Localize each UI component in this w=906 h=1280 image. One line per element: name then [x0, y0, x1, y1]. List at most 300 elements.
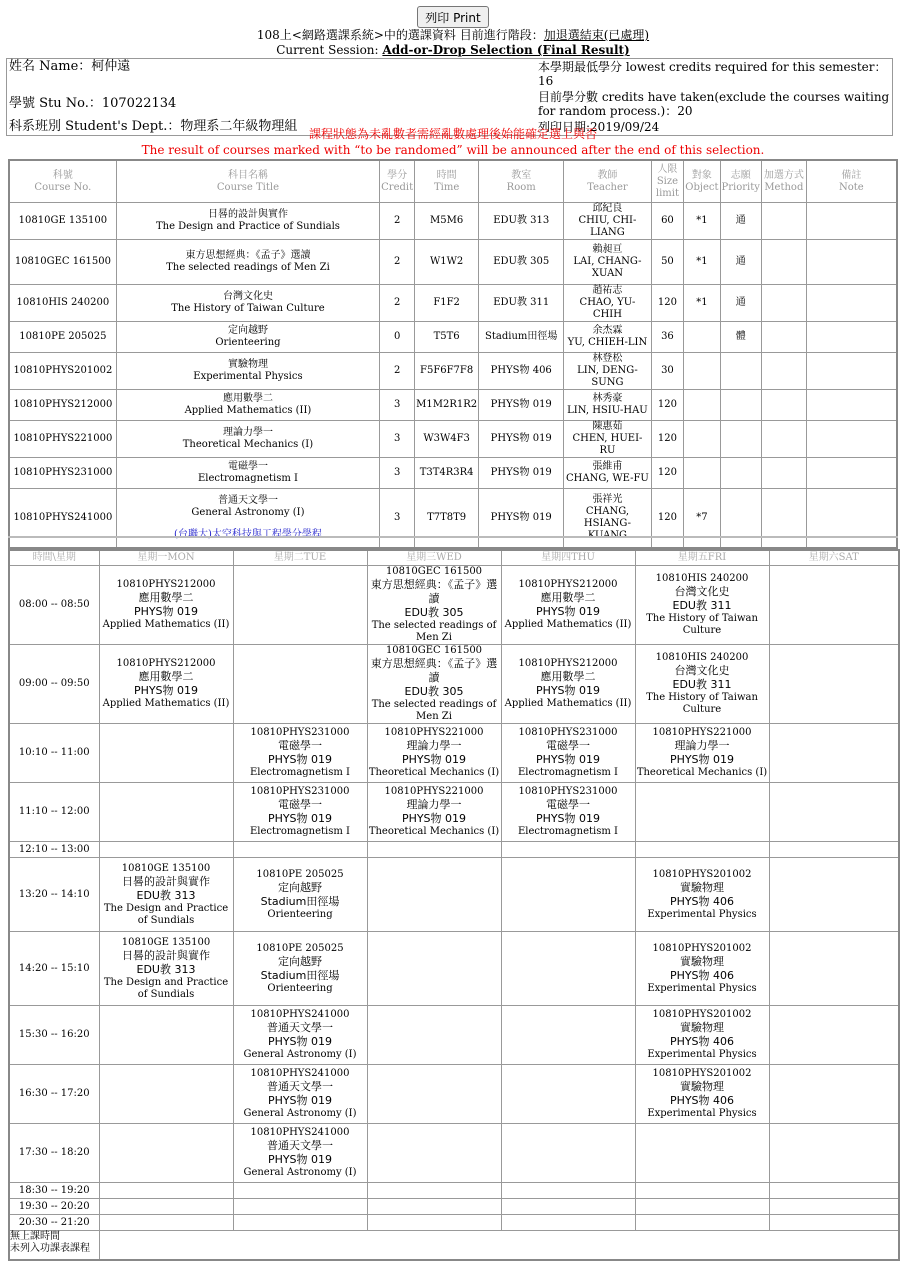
- course-teacher: 林登松 LIN, DENG-SUNG: [564, 353, 651, 390]
- course-time: T5T6: [415, 322, 479, 353]
- schedule-row: [9, 1199, 899, 1215]
- schedule-cell: [99, 724, 233, 783]
- slot-room: Stadium田徑場: [260, 894, 340, 908]
- course-priority: [720, 421, 761, 458]
- schedule-cell: [769, 783, 899, 842]
- course-no: 10810HIS 240200: [9, 285, 116, 322]
- course-program-link[interactable]: (台聯大)太空科技與工程學分學程: [174, 529, 322, 540]
- slot-course-no: 10810PHYS201002: [652, 868, 752, 880]
- schedule-cell: [635, 1006, 769, 1065]
- schedule-cell: [233, 932, 367, 1006]
- schedule-footer-row: [9, 1231, 899, 1261]
- slot-course-title: 應用數學二: [138, 670, 194, 683]
- schedule-cell: [99, 858, 233, 932]
- slot-course-title: 定向越野: [278, 954, 322, 968]
- course-object: *7: [684, 489, 720, 549]
- slot-course-title: 普通天文學一: [267, 1080, 333, 1093]
- slot-course-no: 10810PHYS241000: [250, 1009, 350, 1020]
- schedule-cell: [233, 566, 367, 645]
- course-row: [9, 285, 897, 322]
- course-row: [9, 203, 897, 240]
- course-object: [684, 390, 720, 421]
- min-credits: 本學期最低學分 lowest credits required for this semester：16: [538, 60, 887, 88]
- schedule-cell: [501, 645, 635, 724]
- course-row: [9, 421, 897, 458]
- course-time: T3T4R3R4: [415, 458, 479, 489]
- schedule-time: 10:10 -- 11:00: [9, 724, 99, 783]
- slot-course-no: 10810PHYS221000: [384, 727, 484, 738]
- course-title: [116, 458, 379, 489]
- course-size: 120: [651, 489, 684, 549]
- slot-course-title: 台灣文化史: [674, 664, 730, 677]
- schedule-cell: [769, 842, 899, 858]
- course-title-en: The selected readings of Men Zi: [166, 262, 330, 273]
- schedule-cell: [233, 1183, 367, 1199]
- slot-course-no: 10810PHYS221000: [384, 786, 484, 797]
- course-title-zh: 電磁學一: [227, 461, 268, 472]
- slot-course-no: 10810PHYS231000: [250, 786, 350, 797]
- slot-course-title: 應用數學二: [138, 591, 194, 604]
- course-priority: [720, 390, 761, 421]
- course-credit: 0: [380, 322, 415, 353]
- schedule-cell: [99, 1124, 233, 1183]
- course-room: PHYS物 019: [479, 489, 564, 549]
- schedule-cell: [635, 1183, 769, 1199]
- course-priority: 通: [720, 240, 761, 285]
- slot-course-en: Orienteering: [267, 982, 333, 994]
- schedule-cell: [99, 1065, 233, 1124]
- course-no: 10810PHYS231000: [9, 458, 116, 489]
- course-title: [116, 203, 379, 240]
- slot-course-title: 實驗物理: [680, 1080, 724, 1093]
- schedule-cell: [635, 645, 769, 724]
- schedule-cell: [367, 1215, 501, 1231]
- slot-course-en: Applied Mathematics (II): [102, 619, 230, 630]
- schedule-cell: [501, 724, 635, 783]
- slot-course-en: The selected readings of Men Zi: [371, 699, 497, 722]
- schedule-time: 11:10 -- 12:00: [9, 783, 99, 842]
- schedule-cell: [501, 842, 635, 858]
- course-title: [116, 489, 379, 549]
- course-title-en: General Astronomy (I): [191, 507, 305, 518]
- course-row: [9, 489, 897, 549]
- course-method: [761, 489, 806, 549]
- slot-course-title: 理論力學一: [674, 739, 730, 752]
- schedule-cell: [99, 645, 233, 724]
- slot-course-title: 台灣文化史: [674, 585, 730, 598]
- slot-course-en: Experimental Physics: [647, 908, 757, 920]
- schedule-row: [9, 1124, 899, 1183]
- slot-course-en: Applied Mathematics (II): [504, 619, 632, 630]
- schedule-cell: [501, 1006, 635, 1065]
- course-time: W3W4F3: [415, 421, 479, 458]
- student-info: [6, 58, 893, 136]
- schedule-cell: [635, 842, 769, 858]
- course-note: [806, 285, 897, 322]
- slot-course-no: 10810GEC 161500: [385, 645, 483, 656]
- schedule-cell: [99, 783, 233, 842]
- schedule-time: 15:30 -- 16:20: [9, 1006, 99, 1065]
- slot-course-no: 10810PHYS212000: [116, 579, 216, 590]
- print-date: 列印日期:2019/09/24: [538, 120, 660, 134]
- schedule-row: [9, 1006, 899, 1065]
- schedule-cell: [635, 724, 769, 783]
- slot-course-en: The selected readings of Men Zi: [371, 620, 497, 643]
- course-title-zh: 台灣文化史: [222, 291, 273, 302]
- schedule-cell: [501, 858, 635, 932]
- slot-course-no: 10810PE 205025: [256, 942, 344, 954]
- course-object: *1: [684, 240, 720, 285]
- course-note: [806, 353, 897, 390]
- print-button[interactable]: 列印 Print: [417, 6, 488, 28]
- slot-course-title: 電磁學一: [278, 739, 322, 752]
- course-no: 10810PHYS201002: [9, 353, 116, 390]
- course-title-zh: 理論力學一: [222, 427, 273, 438]
- schedule-cell: [635, 1124, 769, 1183]
- course-title: [116, 390, 379, 421]
- course-credit: 3: [380, 421, 415, 458]
- slot-course-en: General Astronomy (I): [243, 1049, 357, 1060]
- course-row: [9, 240, 897, 285]
- course-size: 120: [651, 285, 684, 322]
- course-method: [761, 285, 806, 322]
- course-method: [761, 353, 806, 390]
- schedule-cell: [99, 566, 233, 645]
- schedule-cell: [501, 1215, 635, 1231]
- schedule-time: 12:10 -- 13:00: [9, 842, 99, 858]
- course-col-header: 學分 Credit: [380, 160, 415, 203]
- schedule-row: [9, 1183, 899, 1199]
- course-size: 30: [651, 353, 684, 390]
- slot-course-title: 電磁學一: [546, 739, 590, 752]
- course-object: [684, 458, 720, 489]
- course-credit: 2: [380, 285, 415, 322]
- schedule-cell: [367, 1006, 501, 1065]
- schedule-day-header: 星期四THU: [501, 550, 635, 566]
- course-col-header: 加選方式 Method: [761, 160, 806, 203]
- schedule-cell: [501, 932, 635, 1006]
- slot-course-en: The Design and Practice of Sundials: [103, 976, 229, 1000]
- schedule-day-header: 星期五FRI: [635, 550, 769, 566]
- schedule-cell: [769, 858, 899, 932]
- course-row: [9, 390, 897, 421]
- slot-course-title: 應用數學二: [540, 670, 596, 683]
- course-col-header: 科目名稱 Course Title: [116, 160, 379, 203]
- section-divider: [8, 536, 898, 538]
- slot-room: PHYS物 019: [267, 812, 333, 825]
- slot-course-en: Experimental Physics: [647, 1049, 757, 1060]
- slot-room: PHYS物 019: [535, 753, 601, 766]
- course-method: [761, 421, 806, 458]
- course-title-zh: 實驗物理: [227, 359, 268, 370]
- slot-room: PHYS物 019: [535, 684, 601, 697]
- schedule-row: [9, 783, 899, 842]
- schedule-cell: [501, 1124, 635, 1183]
- slot-course-title: 理論力學一: [406, 739, 462, 752]
- schedule-cell: [769, 724, 899, 783]
- course-row: [9, 353, 897, 390]
- slot-course-en: Electromagnetism I: [518, 826, 618, 837]
- schedule-cell: [769, 1215, 899, 1231]
- slot-course-title: 定向越野: [278, 880, 322, 894]
- course-object: [684, 353, 720, 390]
- schedule-cell: [367, 932, 501, 1006]
- slot-course-no: 10810PHYS212000: [518, 658, 618, 669]
- course-note: [806, 489, 897, 549]
- slot-room: Stadium田徑場: [260, 968, 340, 982]
- course-teacher: 林秀豪 LIN, HSIU-HAU: [564, 390, 651, 421]
- course-time: F5F6F7F8: [415, 353, 479, 390]
- schedule-time: 19:30 -- 20:20: [9, 1199, 99, 1215]
- slot-course-title: 日晷的設計與實作: [122, 874, 210, 888]
- course-row: [9, 322, 897, 353]
- course-credit: 2: [380, 203, 415, 240]
- schedule-cell: [99, 842, 233, 858]
- slot-course-en: The Design and Practice of Sundials: [103, 902, 229, 926]
- course-title-zh: 應用數學二: [222, 393, 273, 404]
- course-no: 10810PHYS241000: [9, 489, 116, 549]
- slot-course-title: 應用數學二: [540, 591, 596, 604]
- schedule-day-header: 星期一MON: [99, 550, 233, 566]
- slot-course-no: 10810PHYS221000: [652, 727, 752, 738]
- slot-room: PHYS物 019: [267, 1094, 333, 1107]
- course-title-zh: 日晷的設計與實作: [207, 209, 288, 220]
- schedule-cell: [367, 858, 501, 932]
- course-col-header: 人限 Size limit: [651, 160, 684, 203]
- slot-course-en: The History of Taiwan Culture: [646, 692, 758, 715]
- slot-course-en: Applied Mathematics (II): [102, 698, 230, 709]
- slot-course-en: Orienteering: [267, 908, 333, 920]
- slot-course-en: Electromagnetism I: [250, 826, 350, 837]
- slot-course-en: Applied Mathematics (II): [504, 698, 632, 709]
- schedule-cell: [769, 1124, 899, 1183]
- course-note: [806, 421, 897, 458]
- slot-course-no: 10810HIS 240200: [655, 573, 749, 584]
- schedule-cell: [99, 1215, 233, 1231]
- schedule-time: 20:30 -- 21:20: [9, 1215, 99, 1231]
- slot-room: EDU教 305: [404, 606, 464, 619]
- student-name: 姓名 Name：柯仲遠: [9, 59, 131, 74]
- course-teacher: 趙祐志 CHAO, YU-CHIH: [564, 285, 651, 322]
- course-title-zh: 普通天文學一: [217, 495, 278, 506]
- slot-room: EDU教 311: [672, 678, 732, 691]
- schedule-cell: [99, 932, 233, 1006]
- course-title-en: The History of Taiwan Culture: [171, 303, 325, 314]
- schedule-cell: [367, 566, 501, 645]
- course-title: [116, 322, 379, 353]
- course-col-header: 時間 Time: [415, 160, 479, 203]
- taken-credits: 目前學分數 credits have taken(exclude the courses waiting for random process.)：20: [538, 90, 890, 118]
- course-note: [806, 390, 897, 421]
- schedule-cell: [769, 1183, 899, 1199]
- schedule-row: [9, 645, 899, 724]
- schedule-cell: [635, 1199, 769, 1215]
- slot-room: PHYS物 019: [133, 684, 199, 697]
- course-size: 50: [651, 240, 684, 285]
- slot-room: EDU教 305: [404, 685, 464, 698]
- slot-room: PHYS物 406: [669, 1094, 735, 1107]
- course-room: EDU教 313: [479, 203, 564, 240]
- schedule-cell: [769, 1006, 899, 1065]
- schedule-cell: [233, 1215, 367, 1231]
- unscheduled-label: 無上課時間 未列入功課表課程: [9, 1231, 99, 1261]
- course-priority: 通: [720, 203, 761, 240]
- schedule-day-header: 星期三WED: [367, 550, 501, 566]
- course-room: PHYS物 019: [479, 421, 564, 458]
- course-room: EDU教 305: [479, 240, 564, 285]
- course-room: EDU教 311: [479, 285, 564, 322]
- schedule-cell: [233, 724, 367, 783]
- course-title-en: The Design and Practice of Sundials: [155, 221, 340, 232]
- schedule-cell: [233, 858, 367, 932]
- course-method: [761, 203, 806, 240]
- schedule-cell: [233, 1124, 367, 1183]
- slot-room: PHYS物 406: [669, 894, 735, 908]
- course-method: [761, 240, 806, 285]
- course-credit: 3: [380, 489, 415, 549]
- schedule-cell: [635, 858, 769, 932]
- course-note: [806, 203, 897, 240]
- course-teacher: 張維甫 CHANG, WE-FU: [564, 458, 651, 489]
- course-room: PHYS物 019: [479, 390, 564, 421]
- course-teacher: 張祥光 CHANG, HSIANG-KUANG: [564, 489, 651, 549]
- student-dept: 科系班別 Student's Dept.：物理系二年級物理組: [9, 119, 298, 134]
- schedule-cell: [367, 724, 501, 783]
- slot-course-no: 10810PE 205025: [256, 868, 344, 880]
- course-method: [761, 390, 806, 421]
- schedule-cell: [233, 1065, 367, 1124]
- course-title: [116, 240, 379, 285]
- course-object: *1: [684, 203, 720, 240]
- schedule-cell: [501, 1065, 635, 1124]
- course-no: 10810PHYS212000: [9, 390, 116, 421]
- slot-course-no: 10810PHYS212000: [116, 658, 216, 669]
- slot-course-en: The History of Taiwan Culture: [646, 613, 758, 636]
- slot-course-no: 10810GEC 161500: [385, 566, 483, 577]
- course-col-header: 科號 Course No.: [9, 160, 116, 203]
- schedule-cell: [233, 1006, 367, 1065]
- course-size: 36: [651, 322, 684, 353]
- course-title: [116, 285, 379, 322]
- schedule-time: 17:30 -- 18:20: [9, 1124, 99, 1183]
- slot-course-title: 東方思想經典：《孟子》選讀: [370, 657, 498, 684]
- course-table: [8, 159, 898, 549]
- course-priority: [720, 353, 761, 390]
- slot-course-title: 實驗物理: [680, 954, 724, 968]
- slot-room: PHYS物 019: [401, 753, 467, 766]
- slot-course-title: 普通天文學一: [267, 1021, 333, 1034]
- slot-course-no: 10810PHYS212000: [518, 579, 618, 590]
- course-object: *1: [684, 285, 720, 322]
- schedule-cell: [99, 1183, 233, 1199]
- schedule-time: 14:20 -- 15:10: [9, 932, 99, 1006]
- slot-course-en: Theoretical Mechanics (I): [368, 826, 500, 837]
- schedule-cell: [501, 566, 635, 645]
- schedule-cell: [99, 1199, 233, 1215]
- slot-room: PHYS物 019: [267, 1153, 333, 1166]
- student-number: 學號 Stu No.：107022134: [9, 96, 177, 111]
- schedule-day-header: 時間\星期: [9, 550, 99, 566]
- slot-course-title: 實驗物理: [680, 1021, 724, 1034]
- slot-room: PHYS物 019: [401, 812, 467, 825]
- schedule-cell: [635, 1215, 769, 1231]
- course-time: M1M2R1R2: [415, 390, 479, 421]
- slot-room: PHYS物 019: [535, 605, 601, 618]
- schedule-cell: [769, 1199, 899, 1215]
- schedule-time: 08:00 -- 08:50: [9, 566, 99, 645]
- schedule-row: [9, 932, 899, 1006]
- schedule-row: [9, 858, 899, 932]
- course-col-header: 教室 Room: [479, 160, 564, 203]
- course-no: 10810GE 135100: [9, 203, 116, 240]
- notice-en: The result of courses marked with “to be randomed” will be announced after the end of this selection.: [141, 143, 765, 157]
- course-title-en: Electromagnetism I: [197, 473, 298, 484]
- course-no: 10810GEC 161500: [9, 240, 116, 285]
- slot-course-en: General Astronomy (I): [243, 1167, 357, 1178]
- course-no: 10810PE 205025: [9, 322, 116, 353]
- schedule-cell: [635, 783, 769, 842]
- schedule-cell: [501, 783, 635, 842]
- course-priority: [720, 489, 761, 549]
- course-time: T7T8T9: [415, 489, 479, 549]
- schedule-time: 13:20 -- 14:10: [9, 858, 99, 932]
- slot-course-title: 實驗物理: [680, 880, 724, 894]
- course-room: PHYS物 406: [479, 353, 564, 390]
- course-title: [116, 421, 379, 458]
- course-credit: 2: [380, 353, 415, 390]
- slot-course-title: 電磁學一: [546, 798, 590, 811]
- course-note: [806, 458, 897, 489]
- course-col-header: 志願 Priority: [720, 160, 761, 203]
- course-size: 60: [651, 203, 684, 240]
- schedule-time: 09:00 -- 09:50: [9, 645, 99, 724]
- slot-course-title: 日晷的設計與實作: [122, 948, 210, 962]
- course-method: [761, 322, 806, 353]
- schedule-time: 18:30 -- 19:20: [9, 1183, 99, 1199]
- course-teacher: 賴昶亘 LAI, CHANG- XUAN: [564, 240, 651, 285]
- schedule-row: [9, 1215, 899, 1231]
- slot-room: EDU教 313: [136, 962, 196, 976]
- slot-course-en: General Astronomy (I): [243, 1108, 357, 1119]
- schedule-cell: [367, 842, 501, 858]
- schedule-cell: [769, 566, 899, 645]
- course-object: [684, 421, 720, 458]
- slot-course-en: Experimental Physics: [647, 982, 757, 994]
- course-title: [116, 353, 379, 390]
- course-teacher: 邱紀良 CHIU, CHI-LIANG: [564, 203, 651, 240]
- course-title-en: Orienteering: [215, 337, 281, 348]
- course-priority: 體: [720, 322, 761, 353]
- schedule-time: 16:30 -- 17:20: [9, 1065, 99, 1124]
- course-credit: 3: [380, 390, 415, 421]
- schedule-cell: [635, 932, 769, 1006]
- course-title-zh: 定向越野: [227, 325, 268, 336]
- unscheduled-courses: [99, 1231, 899, 1261]
- slot-course-no: 10810PHYS231000: [250, 727, 350, 738]
- course-size: 120: [651, 458, 684, 489]
- schedule-cell: [367, 1124, 501, 1183]
- course-title-en: Experimental Physics: [193, 371, 303, 382]
- schedule-cell: [367, 783, 501, 842]
- course-priority: [720, 458, 761, 489]
- slot-room: PHYS物 019: [267, 753, 333, 766]
- course-col-header: 教師 Teacher: [564, 160, 651, 203]
- schedule-day-header: 星期二TUE: [233, 550, 367, 566]
- schedule-row: [9, 724, 899, 783]
- course-teacher: 余杰霖 YU, CHIEH-LIN: [564, 322, 651, 353]
- slot-course-en: Electromagnetism I: [250, 767, 350, 778]
- slot-course-no: 10810PHYS241000: [250, 1068, 350, 1079]
